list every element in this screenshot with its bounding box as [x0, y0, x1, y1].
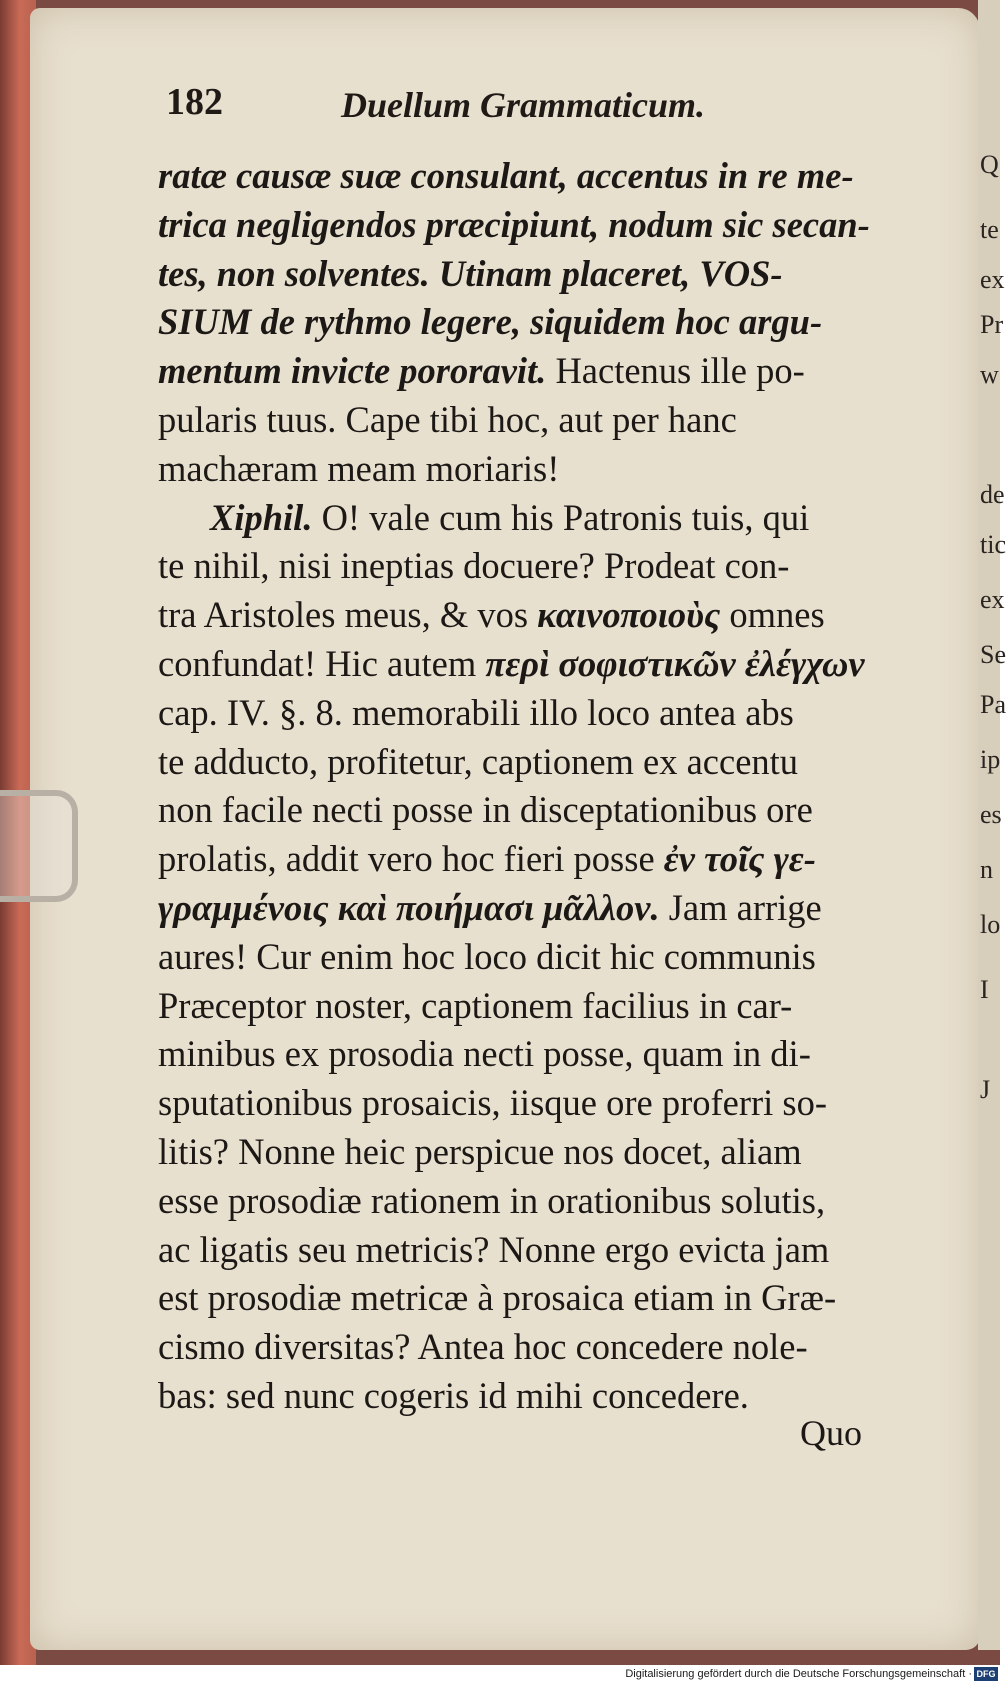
italic-segment: περὶ σοφιστικῶν ἐλέγχων	[485, 642, 865, 684]
text-line	[158, 933, 918, 982]
facing-page-fragment: te	[980, 215, 999, 244]
text-line	[158, 982, 918, 1031]
italic-segment: γραμμένοις καὶ ποιήμασι μᾶλλον.	[158, 886, 660, 928]
text-segment: te nihil, nisi ineptias docuere? Prodeat con-	[158, 545, 790, 587]
text-segment: te adducto, profitetur, captionem ex accentu	[158, 740, 799, 782]
text-line	[158, 884, 918, 933]
facing-page-fragment: J	[980, 1075, 991, 1104]
text-line	[158, 591, 918, 640]
facing-page-fragment: Pr	[980, 310, 1004, 339]
facing-page-fragment: Q	[980, 150, 999, 179]
text-segment: Præceptor noster, captionem facilius in car-	[158, 984, 793, 1026]
facing-page-fragment: n	[980, 855, 993, 884]
facing-page-fragment: Se	[980, 640, 1006, 669]
italic-segment: tes, non solventes. Utinam placeret, VOS-	[158, 252, 783, 294]
text-segment: omnes	[720, 594, 825, 636]
text-segment: bas: sed nunc cogeris id mihi concedere.	[158, 1374, 749, 1416]
text-line	[158, 738, 918, 787]
facing-page-fragment: Pa	[980, 690, 1006, 719]
text-segment: est prosodiæ metricæ à prosaica etiam in Græ-	[158, 1277, 837, 1319]
bookmark-clip	[0, 790, 78, 902]
text-line	[158, 1030, 918, 1079]
text-segment: aures! Cur enim hoc loco dicit hic communis	[158, 935, 816, 977]
text-line	[158, 1079, 918, 1128]
text-segment: esse prosodiæ rationem in orationibus solutis,	[158, 1179, 826, 1221]
text-line	[158, 494, 918, 543]
text-line	[158, 445, 918, 494]
italic-segment: trica negligendos præcipiunt, nodum sic secan-	[158, 203, 870, 245]
text-segment: confundat! Hic autem	[158, 642, 486, 684]
text-line	[158, 1274, 918, 1323]
text-segment: minibus ex prosodia necti posse, quam in di-	[158, 1033, 811, 1075]
page-number: 182	[166, 81, 223, 123]
text-segment: tra Aristoles meus, & vos	[158, 594, 538, 636]
text-segment: non facile necti posse in disceptationibus ore	[158, 789, 813, 831]
text-line	[158, 835, 918, 884]
text-segment: machæram meam moriaris!	[158, 447, 560, 489]
text-segment: Jam arrige	[659, 886, 822, 928]
italic-segment: SIUM de rythmo legere, siquidem hoc argu-	[158, 301, 823, 343]
text-line	[158, 201, 918, 250]
text-line	[158, 1177, 918, 1226]
facing-page-fragment: w	[980, 360, 999, 389]
catchword: Quo	[800, 1413, 862, 1453]
text-line	[158, 250, 918, 299]
italic-segment: mentum invicte pororavit.	[158, 350, 547, 392]
facing-page-fragment: lo	[980, 910, 1001, 939]
text-line	[158, 689, 918, 738]
text-segment: cismo diversitas? Antea hoc concedere nole-	[158, 1326, 808, 1368]
facing-page-strip	[978, 0, 1006, 1650]
facing-page-fragment: ex	[980, 585, 1005, 614]
text-segment: litis? Nonne heic perspicue nos docet, aliam	[158, 1130, 802, 1172]
text-line	[158, 1226, 918, 1275]
italic-segment: καινοποιοὺς	[537, 594, 721, 636]
body-text	[158, 152, 918, 1421]
facing-page-fragment: de	[980, 480, 1005, 509]
dfg-logo: DFG	[974, 1667, 998, 1681]
text-segment: prolatis, addit vero hoc fieri posse	[158, 838, 664, 880]
italic-segment: Xiphil.	[210, 496, 313, 538]
facing-page-fragment: tic	[980, 530, 1006, 559]
text-segment: ac ligatis seu metricis? Nonne ergo evicta jam	[158, 1228, 830, 1270]
text-segment: pularis tuus. Cape tibi hoc, aut per hanc	[158, 398, 737, 440]
text-segment: Hactenus ille po-	[546, 350, 805, 392]
facing-page-fragment: I	[980, 975, 989, 1004]
text-line	[158, 347, 918, 396]
text-segment: O! vale cum his Patronis tuis, qui	[312, 496, 810, 538]
text-line	[158, 640, 918, 689]
text-line	[158, 152, 918, 201]
text-line	[158, 542, 918, 591]
text-line	[158, 1323, 918, 1372]
italic-segment: ratæ causæ suæ consulant, accentus in re me-	[158, 155, 854, 196]
facing-page-fragment: ip	[980, 745, 1001, 774]
text-segment: cap. IV. §. 8. memorabili illo loco antea abs	[158, 691, 794, 733]
text-line	[158, 298, 918, 347]
text-line	[158, 1128, 918, 1177]
running-title: Duellum Grammaticum.	[341, 85, 706, 125]
text-line	[158, 396, 918, 445]
text-segment: sputationibus prosaicis, iisque ore proferri so-	[158, 1082, 828, 1124]
funding-note: Digitalisierung gefördert durch die Deutsche Forschungsgemeinschaft ·	[625, 1668, 972, 1680]
italic-segment: ἐν τοῖς γε-	[663, 838, 816, 880]
facing-page-fragment: es	[980, 800, 1002, 829]
facing-page-fragment: ex	[980, 265, 1005, 294]
text-line	[158, 786, 918, 835]
